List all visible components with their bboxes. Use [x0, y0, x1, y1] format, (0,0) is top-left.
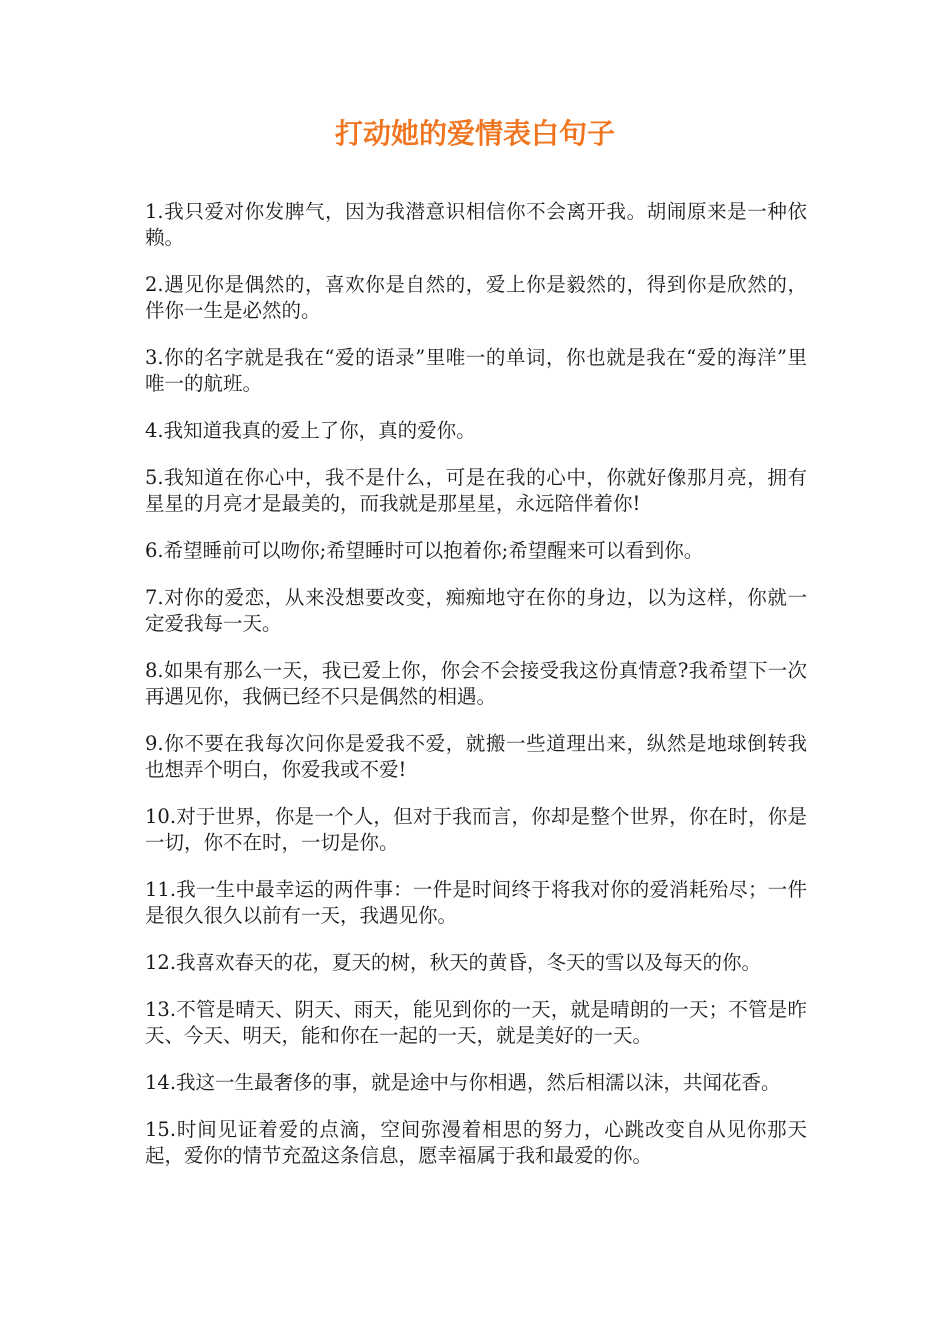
list-item: 15.时间见证着爱的点滴，空间弥漫着相思的努力，心跳改变自从见你那天起，爱你的情节充盈这条信息，愿幸福属于我和最爱的你。 — [145, 1118, 807, 1167]
list-item: 9.你不要在我每次问你是爱我不爱，就搬一些道理出来，纵然是地球倒转我也想弄个明白，你爱我或不爱! — [145, 732, 807, 781]
list-item: 6.希望睡前可以吻你;希望睡时可以抱着你;希望醒来可以看到你。 — [145, 539, 704, 562]
list-item: 1.我只爱对你发脾气，因为我潜意识相信你不会离开我。胡闹原来是一种依赖。 — [145, 200, 807, 249]
list-item: 4.我知道我真的爱上了你，真的爱你。 — [145, 419, 476, 442]
list-item: 12.我喜欢春天的花，夏天的树，秋天的黄昏，冬天的雪以及每天的你。 — [145, 951, 762, 974]
list-item: 10.对于世界，你是一个人，但对于我而言，你却是整个世界，你在时，你是一切，你不在时，一切是你。 — [145, 805, 807, 854]
list-item: 2.遇见你是偶然的，喜欢你是自然的，爱上你是毅然的，得到你是欣然的，伴你一生是必然的。 — [145, 273, 807, 322]
list-item: 13.不管是晴天、阴天、雨天，能见到你的一天，就是晴朗的一天；不管是昨天、今天、明天，能和你在一起的一天，就是美好的一天。 — [145, 998, 807, 1047]
list-item: 5.我知道在你心中，我不是什么，可是在我的心中，你就好像那月亮，拥有星星的月亮才是最美的，而我就是那星星，永远陪伴着你! — [145, 466, 807, 515]
list-item: 8.如果有那么一天，我已爱上你，你会不会接受我这份真情意?我希望下一次再遇见你，我俩已经不只是偶然的相遇。 — [145, 659, 807, 708]
list-item: 14.我这一生最奢侈的事，就是途中与你相遇，然后相濡以沫，共闻花香。 — [145, 1071, 781, 1094]
document-title: 打动她的爱情表白句子 — [334, 117, 615, 150]
sentence-list — [145, 199, 807, 1190]
list-item: 7.对你的爱恋，从来没想要改变，痴痴地守在你的身边，以为这样，你就一定爱我每一天。 — [145, 586, 807, 635]
list-item: 3.你的名字就是我在“爱的语录”里唯一的单词，你也就是我在“爱的海洋”里唯一的航班。 — [145, 346, 807, 395]
list-item: 11.我一生中最幸运的两件事：一件是时间终于将我对你的爱消耗殆尽；一件是很久很久以前有一天，我遇见你。 — [145, 878, 807, 927]
